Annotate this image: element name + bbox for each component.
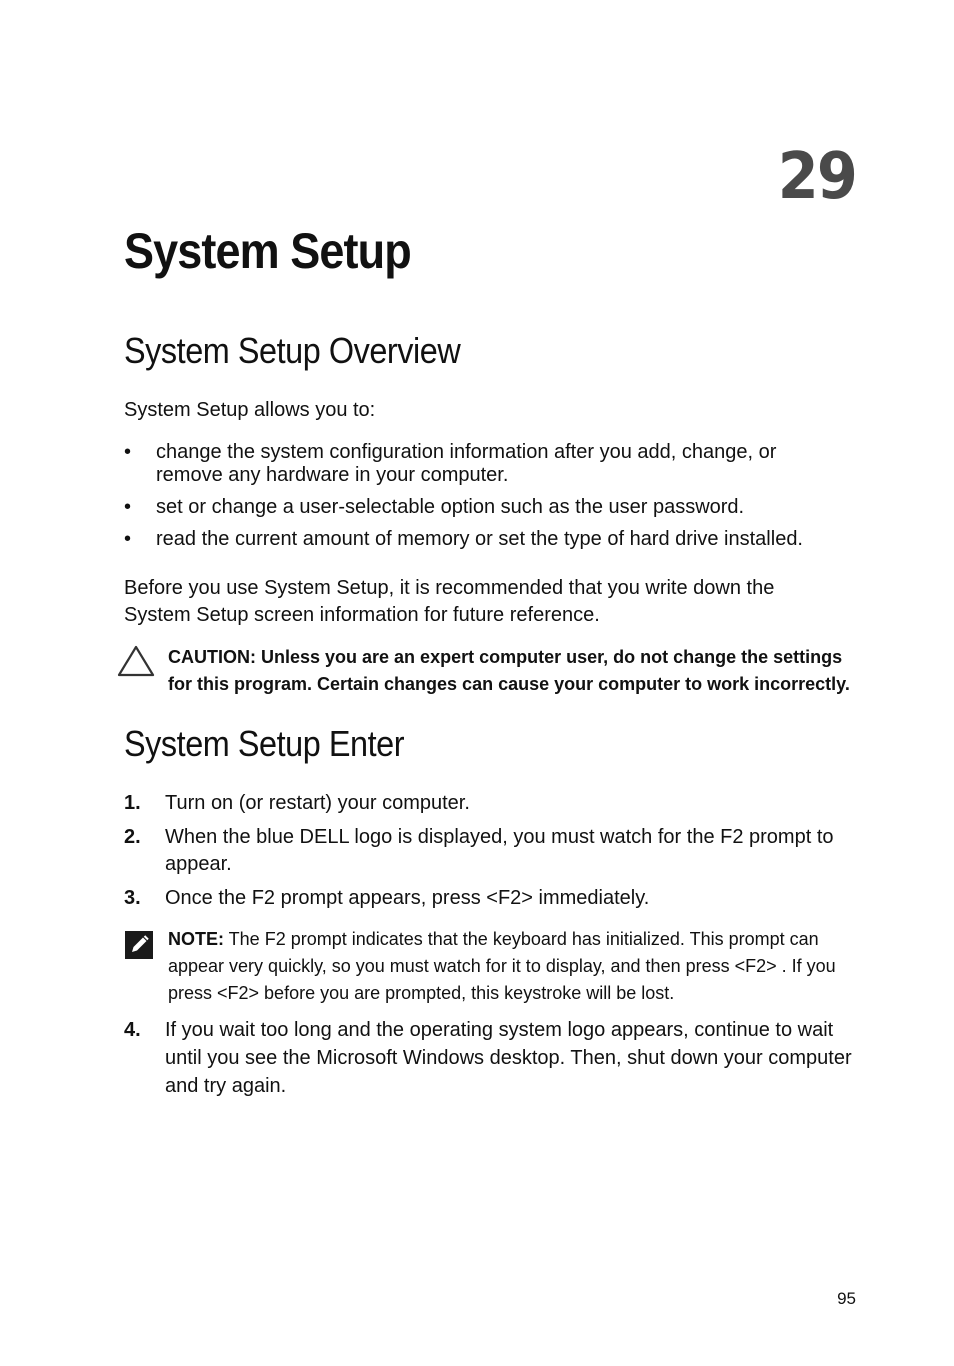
list-item (124, 496, 844, 519)
list-item-text: read the current amount of memory or set the type of hard drive installed. (156, 528, 803, 550)
note-text (168, 926, 856, 1007)
bullet-icon: • (124, 528, 132, 550)
caution-notice (116, 644, 856, 698)
list-item (124, 824, 854, 878)
chapter-title: System Setup (124, 223, 411, 279)
overview-bullet-list (124, 441, 844, 551)
list-item (124, 528, 844, 551)
step-number: 1. (124, 792, 141, 814)
step-number: 4. (124, 1019, 141, 1041)
chapter-number: 29 (777, 140, 856, 214)
bullet-icon: • (124, 496, 132, 518)
list-item-text: change the system configuration information after you add, change, or remove any hardware in your computer. (156, 441, 777, 486)
caution-text: CAUTION: Unless you are an expert computer user, do not change the settings for this program. Certain changes can cause your computer to work incorrectly. (168, 647, 850, 694)
section-heading-enter: System Setup Enter (124, 723, 405, 764)
list-item (124, 885, 854, 912)
list-item (124, 790, 854, 817)
note-body: The F2 prompt indicates that the keyboard has initialized. This prompt can appear very quickly, so you must watch for it to display, and then press <F2> . If you press <F2> before you are prompted, this keystroke will be lost. (168, 929, 836, 1003)
enter-steps-list-continued (124, 1016, 854, 1100)
note-notice (116, 926, 856, 1007)
step-text: Turn on (or restart) your computer. (165, 792, 470, 814)
list-item (124, 441, 844, 487)
step-number: 2. (124, 826, 141, 848)
overview-intro: System Setup allows you to: (124, 399, 376, 421)
section-heading-overview: System Setup Overview (124, 330, 461, 371)
list-item (124, 1016, 854, 1100)
step-text: When the blue DELL logo is displayed, you must watch for the F2 prompt to appear. (165, 826, 834, 875)
bullet-icon: • (124, 441, 132, 463)
step-text: Once the F2 prompt appears, press <F2> immediately. (165, 887, 650, 909)
note-pencil-icon (124, 930, 154, 965)
step-number: 3. (124, 887, 141, 909)
page-number: 95 (837, 1289, 856, 1308)
step-text: If you wait too long and the operating system logo appears, continue to wait until you see the Microsoft Windows desktop. Then, shut down your computer and try again. (165, 1019, 852, 1097)
note-label: NOTE: (168, 929, 224, 949)
overview-paragraph: Before you use System Setup, it is recommended that you write down the System Setup screen information for future reference. (124, 577, 775, 626)
caution-triangle-icon (116, 644, 156, 683)
list-item-text: set or change a user-selectable option such as the user password. (156, 496, 745, 518)
enter-steps-list (124, 790, 854, 912)
